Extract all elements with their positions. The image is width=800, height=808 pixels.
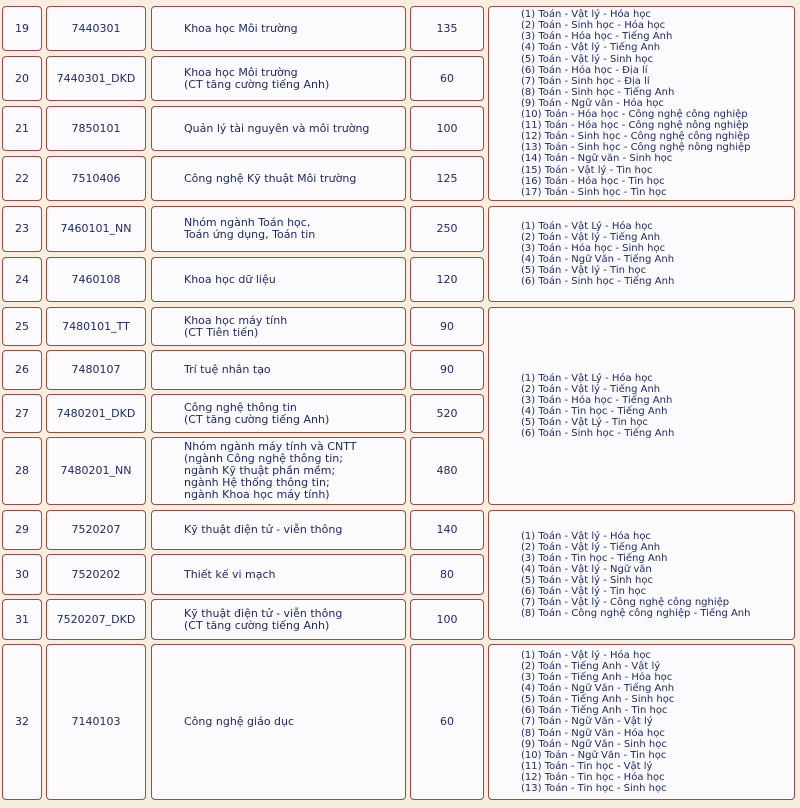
subject-combination-list: (1) Toán - Vật lý - Hóa học (2) Toán - Sinh học - Hóa học (3) Toán - Hóa học - Tiếng Anh (4) Toán - Vật lý - Tiếng Anh (5) Toán - Vật lý - Sinh học (6) Toán - Hóa học - Địa lí (7) Toán - Sinh học - Địa lí (8) Toán - Sinh học - Tiếng Anh (9) Toán - Ngữ văn - Hóa học (10) Toán - Hóa học - Công nghệ công nghiệp (11) Toán - Hóa học - Công nghệ nông nghiệp (12) Toán - Sinh học - Công nghệ công nghiệp (13) Toán - Sinh học - Công nghệ nông nghiệp (14) Toán - Ngữ văn - Sinh học (15) Toán - Vật lý - Tin học (16) Toán - Hóa học - Tin học (17) Toán - Sinh học - Tin học [521, 9, 751, 198]
subject-combination-list: (1) Toán - Vật lý - Hóa học (2) Toán - Vật lý - Tiếng Anh (3) Toán - Tin học - Tiếng Anh (4) Toán - Vật lý - Ngữ văn (5) Toán - Vật lý - Sinh học (6) Toán - Vật lý - Tin học (7) Toán - Vật lý - Công nghệ công nghiệp (8) Toán - Công nghệ công nghiệp - Tiếng Anh [521, 530, 751, 620]
major-code: 7850101 [46, 106, 146, 151]
quota: 520 [410, 394, 484, 433]
row-number: 26 [2, 350, 42, 390]
major-code: 7460108 [46, 257, 146, 302]
major-code: 7140103 [46, 644, 146, 800]
major-code: 7520207_DKD [46, 599, 146, 640]
major-name: Công nghệ Kỹ thuật Môi trường [151, 156, 406, 201]
major-name: Trí tuệ nhân tạo [151, 350, 406, 390]
major-name: Nhóm ngành máy tính và CNTT (ngành Công nghệ thông tin; ngành Kỹ thuật phần mềm; ngành Hệ thống thông tin; ngành Khoa học máy tính) [151, 437, 406, 505]
row-number: 20 [2, 56, 42, 101]
major-name: Kỹ thuật điện tử - viễn thông [151, 510, 406, 550]
quota: 90 [410, 350, 484, 390]
major-code: 7480201_DKD [46, 394, 146, 433]
subject-combination-list: (1) Toán - Vật Lý - Hóa học (2) Toán - Vật lý - Tiếng Anh (3) Toán - Hóa học - Tiếng Anh (4) Toán - Tin học - Tiếng Anh (5) Toán - Vật Lý - Tin học (6) Toán - Sinh học - Tiếng Anh [521, 372, 675, 440]
major-code: 7520207 [46, 510, 146, 550]
major-name: Công nghệ giáo dục [151, 644, 406, 800]
quota: 60 [410, 644, 484, 800]
row-number: 19 [2, 6, 42, 51]
major-name: Nhóm ngành Toán học, Toán ứng dụng, Toán tin [151, 206, 406, 252]
major-name: Công nghệ thông tin (CT tăng cường tiếng Anh) [151, 394, 406, 433]
quota: 140 [410, 510, 484, 550]
major-code: 7480201_NN [46, 437, 146, 505]
quota: 80 [410, 554, 484, 595]
major-name: Quản lý tài nguyên và môi trường [151, 106, 406, 151]
quota: 250 [410, 206, 484, 252]
major-name: Khoa học Môi trường (CT tăng cường tiếng Anh) [151, 56, 406, 101]
row-number: 31 [2, 599, 42, 640]
quota: 100 [410, 106, 484, 151]
row-number: 25 [2, 307, 42, 346]
major-code: 7480101_TT [46, 307, 146, 346]
subject-combination-group [488, 644, 795, 800]
quota: 60 [410, 56, 484, 101]
subject-combination-group [488, 307, 795, 505]
major-code: 7440301_DKD [46, 56, 146, 101]
major-name: Khoa học máy tính (CT Tiên tiến) [151, 307, 406, 346]
row-number: 23 [2, 206, 42, 252]
row-number: 21 [2, 106, 42, 151]
subject-combination-group [488, 206, 795, 302]
subject-combination-list: (1) Toán - Vật Lý - Hóa học (2) Toán - Vật lý - Tiếng Anh (3) Toán - Hóa học - Sinh học (4) Toán - Ngữ Văn - Tiếng Anh (5) Toán - Vật lý - Tin học (6) Toán - Sinh học - Tiếng Anh [521, 220, 675, 288]
row-number: 22 [2, 156, 42, 201]
quota: 90 [410, 307, 484, 346]
subject-combination-group [488, 6, 795, 201]
major-code: 7480107 [46, 350, 146, 390]
major-code: 7510406 [46, 156, 146, 201]
row-number: 32 [2, 644, 42, 800]
row-number: 27 [2, 394, 42, 433]
row-number: 24 [2, 257, 42, 302]
major-code: 7440301 [46, 6, 146, 51]
quota: 480 [410, 437, 484, 505]
major-name: Khoa học dữ liệu [151, 257, 406, 302]
major-code: 7460101_NN [46, 206, 146, 252]
subject-combination-group [488, 510, 795, 640]
major-name: Thiết kế vi mạch [151, 554, 406, 595]
major-name: Kỹ thuật điện tử - viễn thông (CT tăng cường tiếng Anh) [151, 599, 406, 640]
quota: 120 [410, 257, 484, 302]
major-code: 7520202 [46, 554, 146, 595]
quota: 125 [410, 156, 484, 201]
subject-combination-list: (1) Toán - Vật lý - Hóa học (2) Toán - Tiếng Anh - Vật lý (3) Toán - Tiếng Anh - Hóa học (4) Toán - Ngữ Văn - Tiếng Anh (5) Toán - Tiếng Anh - Sinh học (6) Toán - Tiếng Anh - Tin học (7) Toán - Ngữ Văn - Vật lý (8) Toán - Ngữ Văn - Hóa học (9) Toán - Ngữ Văn - Sinh học (10) Toán - Ngữ Văn - Tin học (11) Toán - Tin học - Vật lý (12) Toán - Tin học - Hóa học (13) Toán - Tin học - Sinh học [521, 649, 675, 795]
major-name: Khoa học Môi trường [151, 6, 406, 51]
row-number: 29 [2, 510, 42, 550]
row-number: 30 [2, 554, 42, 595]
quota: 135 [410, 6, 484, 51]
quota: 100 [410, 599, 484, 640]
row-number: 28 [2, 437, 42, 505]
